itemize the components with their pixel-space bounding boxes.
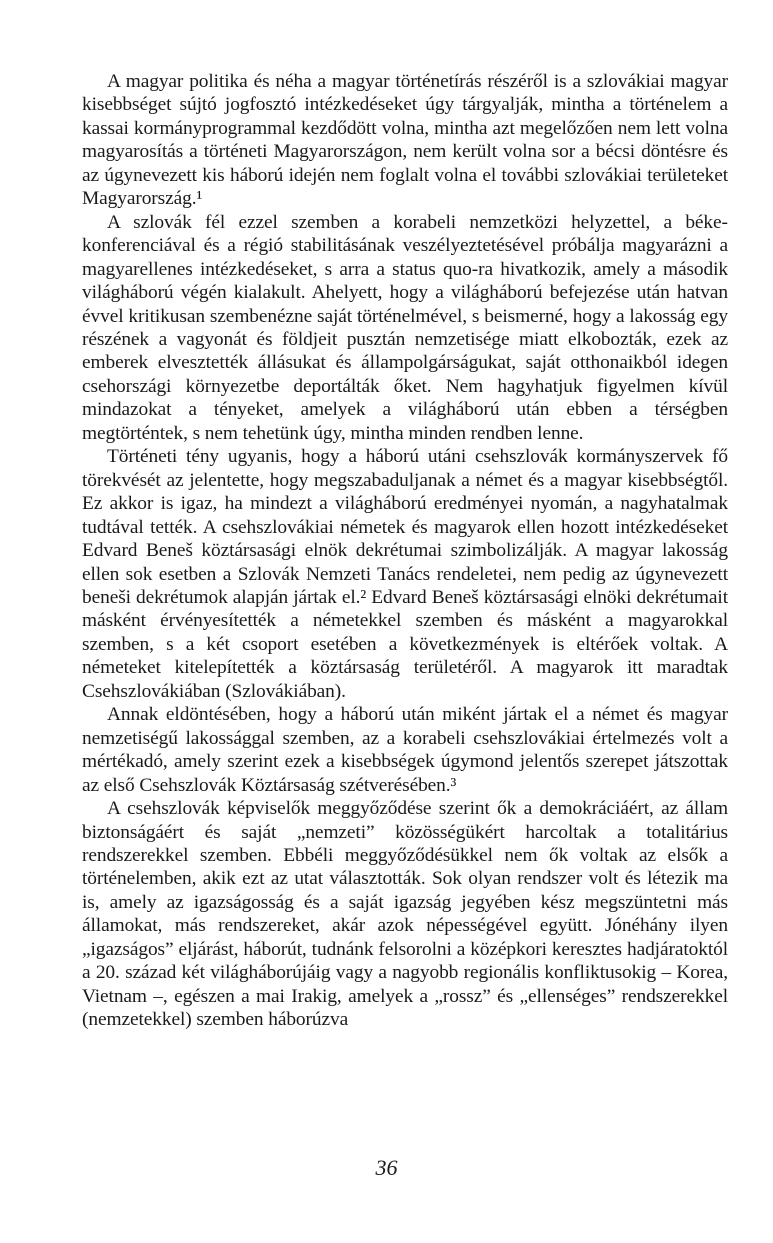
- paragraph: A magyar politika és néha a magyar történetírás részéről is a szlovákiai magyar kisebbséget sújtó jogfosztó intézkedéseket úgy tárgyalják, mintha a történelem a kassai kormányprogrammal kezdődött volna, mintha azt megelőzően nem lett volna magyarosítás a történeti Magyarországon, nem került volna sor a bécsi döntésre és az úgynevezett kis háború idején nem foglalt volna el további szlovákiai területeket Magyarország.¹: [82, 71, 728, 210]
- paragraph: A csehszlovák képviselők meggyőződése szerint ők a demokráciáért, az állam biztonságáért és saját „nemzeti” közösségükért harcoltak a totalitárius rendszerekkel szemben. Ebbéli meggyőződésükkel nem ők voltak az elsők a történelemben, akik ezt az utat választották. Sok olyan rendszer volt és létezik ma is, amely az igazságosság és a saját igazság jegyében kész megszüntetni más államokat, más rendszereket, akár azok népességével együtt. Jónéhány ilyen „igazságos” eljárást, háborút, tudnánk felsorolni a középkori keresztes hadjáratoktól a 20. század két világháborújáig vagy a nagyobb regionális konfliktusokig – Korea, Vietnam –, egészen a mai Irakig, amelyek a „rossz” és „ellenséges” rendszerekkel (nemzetekkel) szemben háborúzva: [82, 798, 728, 1031]
- page-number: 36: [375, 1155, 398, 1180]
- body-text: [82, 70, 728, 1032]
- paragraph: Annak eldöntésében, hogy a háború után miként jártak el a német és magyar nemzetiségű lakossággal szemben, az a korabeli csehszlovákiai értelmezés volt a mértékadó, amely szerint ezek a kisebbségek úgymond jelentős szerepet játszottak az első Csehszlovák Köztársaság szétverésében.³: [82, 704, 728, 796]
- paragraph: Történeti tény ugyanis, hogy a háború utáni csehszlovák kormányszervek fő törekvését az jelentette, hogy megszabaduljanak a német és a magyar kisebbségtől. Ez akkor is igaz, ha mindezt a világháború eredményei nyomán, a nagyhatalmak tudtával tették. A csehszlovákiai németek és magyarok ellen hozott intézkedéseket Edvard Beneš köztársasági elnök dekrétumai szimbolizálják. A magyar lakosság ellen sok esetben a Szlovák Nemzeti Tanács rendeletei, nem pedig az úgynevezett beneši dekrétumok alapján jártak el.² Edvard Beneš köztársasági elnöki dekrétumait másként érvényesítették a németekkel szemben és másként a magyarokkal szemben, s a két csoport esetében a következmények is eltérőek voltak. A németeket kitelepítették a köztársaság területéről. A magyarok itt maradtak Csehszlovákiában (Szlovákiában).: [82, 446, 728, 702]
- paragraph: A szlovák fél ezzel szemben a korabeli nemzetközi helyzettel, a békekonferenciával és a régió stabilitásának veszélyeztetésével próbálja magyarázni a magyarellenes intézkedéseket, s arra a status quo-ra hivatkozik, amely a második világháború végén kialakult. Ahelyett, hogy a világháború befejezése után hatvan évvel kritikusan szembenézne saját történelmével, s beismerné, hogy a lakosság egy részének a vagyonát és földjeit pusztán nemzetisége miatt elkobozták, ezek az emberek elvesztették állásukat és állampolgárságukat, saját otthonaikból idegen csehországi környezetbe deportálták őket. Nem hagyhatjuk figyelmen kívül mindazokat a tényeket, amelyek a világháború után ebben a térségben megtörténtek, s nem tehetünk úgy, mintha minden rendben lenne.: [82, 211, 728, 444]
